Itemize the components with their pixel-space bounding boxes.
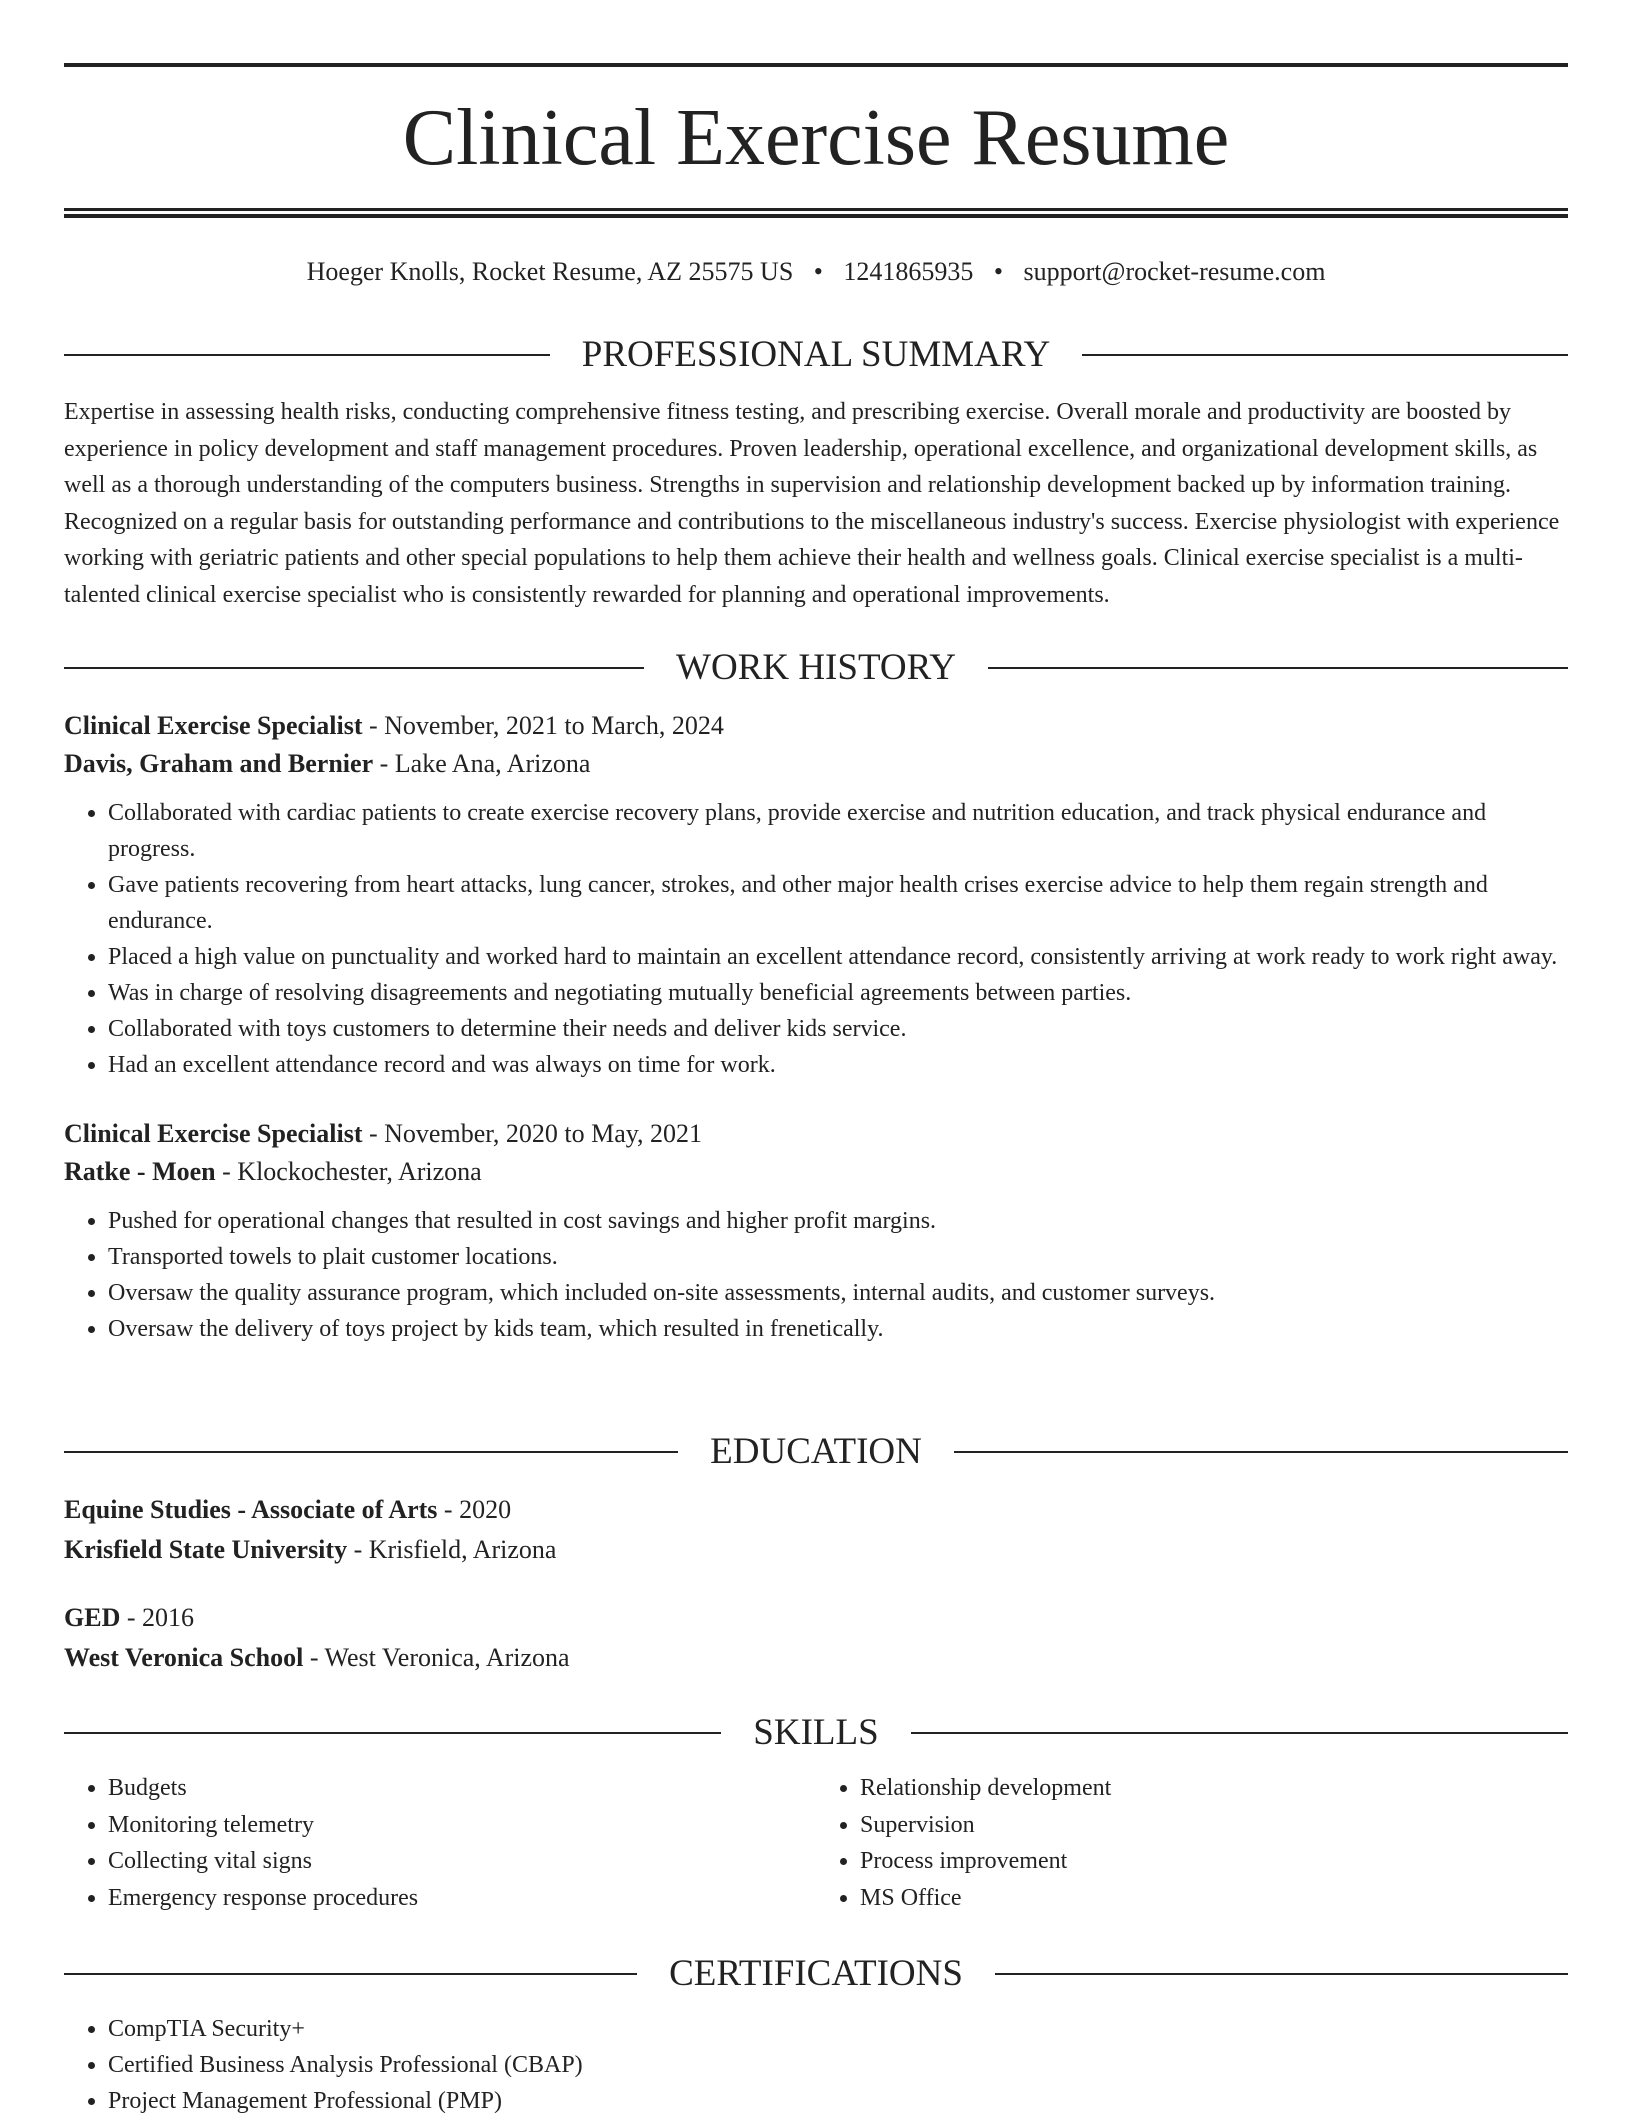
education-location: - West Veronica, Arizona — [309, 1643, 570, 1672]
education-year: - 2020 — [443, 1495, 512, 1524]
skill-item: • Supervision — [860, 1807, 1568, 1844]
job-bullet: • Pushed for operational changes that resulted in cost savings and higher profit margins. — [108, 1203, 1568, 1239]
education-degree: Equine Studies - Associate of Arts — [64, 1495, 438, 1524]
education-entry — [64, 1491, 1568, 1569]
job-bullet: • Had an excellent attendance record and was always on time for work. — [108, 1047, 1568, 1083]
section-heading — [64, 643, 1568, 693]
education-school: West Veronica School — [64, 1643, 304, 1672]
certification-item: • Certified Business Analysis Professional (CBAP) — [108, 2047, 1568, 2083]
job-location: - Lake Ana, Arizona — [379, 749, 591, 778]
skill-item: • Emergency response procedures — [108, 1880, 816, 1917]
job-bullet: • Collaborated with toys customers to determine their needs and deliver kids service. — [108, 1011, 1568, 1047]
skill-item: • MS Office — [860, 1880, 1568, 1917]
certification-item: • Project Management Professional (PMP) — [108, 2083, 1568, 2119]
job-dates: - November, 2020 to May, 2021 — [369, 1119, 703, 1148]
job-bullet: • Placed a high value on punctuality and worked hard to maintain an excellent attendance record, consistently arriving at work ready to work right away. — [108, 939, 1568, 975]
education-section — [64, 1427, 1568, 1677]
work-heading: WORK HISTORY — [676, 647, 956, 688]
education-year: - 2016 — [126, 1603, 195, 1632]
job-bullet: • Was in charge of resolving disagreements and negotiating mutually beneficial agreements between parties. — [108, 975, 1568, 1011]
contact-address: Hoeger Knolls, Rocket Resume, AZ 25575 US — [306, 257, 794, 286]
top-rule — [64, 63, 1568, 67]
skills-section — [64, 1708, 1568, 1916]
double-rule — [64, 208, 1568, 218]
skills-grid — [64, 1770, 1568, 1916]
education-degree-line — [64, 1599, 1568, 1637]
summary-section — [64, 330, 1568, 613]
job-location: - Klockochester, Arizona — [222, 1157, 482, 1186]
section-heading — [64, 1708, 1568, 1758]
certification-item: • CompTIA Security+ — [108, 2011, 1568, 2047]
job-title-line — [64, 707, 1568, 745]
job-dates: - November, 2021 to March, 2024 — [369, 711, 724, 740]
contact-email: support@rocket-resume.com — [1023, 257, 1326, 286]
summary-text: Expertise in assessing health risks, conducting comprehensive fitness testing, and prescribing exercise. Overall morale and productivity are boosted by experience in policy development and staff management procedures. Proven leadership, operational excellence, and organizational development skills, as well as a thorough understanding of the computers business. Strengths in supervision and relationship development backed up by information training. Recognized on a regular basis for outstanding performance and contributions to the miscellaneous industry's success. Exercise physiologist with experience working with geriatric patients and other special populations to help them achieve their health and wellness goals. Clinical exercise specialist is a multi-talented clinical exercise specialist who is consistently rewarded for planning and operational improvements. — [64, 399, 1560, 608]
job-bullet: • Oversaw the quality assurance program, which included on-site assessments, internal audits, and customer surveys. — [108, 1275, 1568, 1311]
certifications-list — [64, 2011, 1568, 2119]
job-title: Clinical Exercise Specialist — [64, 711, 363, 740]
summary-heading: PROFESSIONAL SUMMARY — [581, 334, 1051, 375]
education-entry — [64, 1599, 1568, 1677]
section-heading — [64, 330, 1568, 380]
job-title: Clinical Exercise Specialist — [64, 1119, 363, 1148]
job-company-line — [64, 1153, 1568, 1191]
contact-separator: • — [993, 257, 1004, 286]
certifications-section — [64, 1949, 1568, 2119]
skill-item: • Collecting vital signs — [108, 1843, 816, 1880]
job-bullet: • Transported towels to plait customer locations. — [108, 1239, 1568, 1275]
skills-list-right — [816, 1770, 1568, 1916]
work-section — [64, 643, 1568, 1347]
job-company-line — [64, 745, 1568, 783]
education-location: - Krisfield, Arizona — [353, 1535, 557, 1564]
certifications-heading: CERTIFICATIONS — [669, 1953, 963, 1994]
skill-item: • Relationship development — [860, 1770, 1568, 1807]
job-entry — [64, 1115, 1568, 1347]
job-title-line — [64, 1115, 1568, 1153]
job-bullets — [64, 1203, 1568, 1347]
contact-phone: 1241865935 — [843, 257, 974, 286]
education-school-line — [64, 1531, 1568, 1569]
education-school-line — [64, 1639, 1568, 1677]
resume-title: Clinical Exercise Resume — [402, 94, 1230, 182]
education-degree: GED — [64, 1603, 121, 1632]
contact-line — [64, 253, 1568, 291]
education-heading: EDUCATION — [710, 1431, 922, 1472]
job-company: Ratke - Moen — [64, 1157, 216, 1186]
contact-separator: • — [813, 257, 823, 286]
section-heading — [64, 1427, 1568, 1477]
skill-item: • Budgets — [108, 1770, 816, 1807]
skills-list-left — [64, 1770, 816, 1916]
skill-item: • Monitoring telemetry — [108, 1807, 816, 1844]
education-school: Krisfield State University — [64, 1535, 348, 1564]
job-bullet: • Gave patients recovering from heart attacks, lung cancer, strokes, and other major health crises exercise advice to help them regain strength and endurance. — [108, 867, 1568, 939]
job-bullet: • Oversaw the delivery of toys project by kids team, which resulted in frenetically. — [108, 1311, 1568, 1347]
section-heading — [64, 1949, 1568, 1999]
job-bullets — [64, 795, 1568, 1083]
education-degree-line — [64, 1491, 1568, 1529]
job-company: Davis, Graham and Bernier — [64, 749, 374, 778]
skills-heading: SKILLS — [753, 1712, 879, 1753]
skill-item: • Process improvement — [860, 1843, 1568, 1880]
job-entry — [64, 707, 1568, 1083]
job-bullet: • Collaborated with cardiac patients to create exercise recovery plans, provide exercise and nutrition education, and track physical endurance and progress. — [108, 795, 1568, 867]
